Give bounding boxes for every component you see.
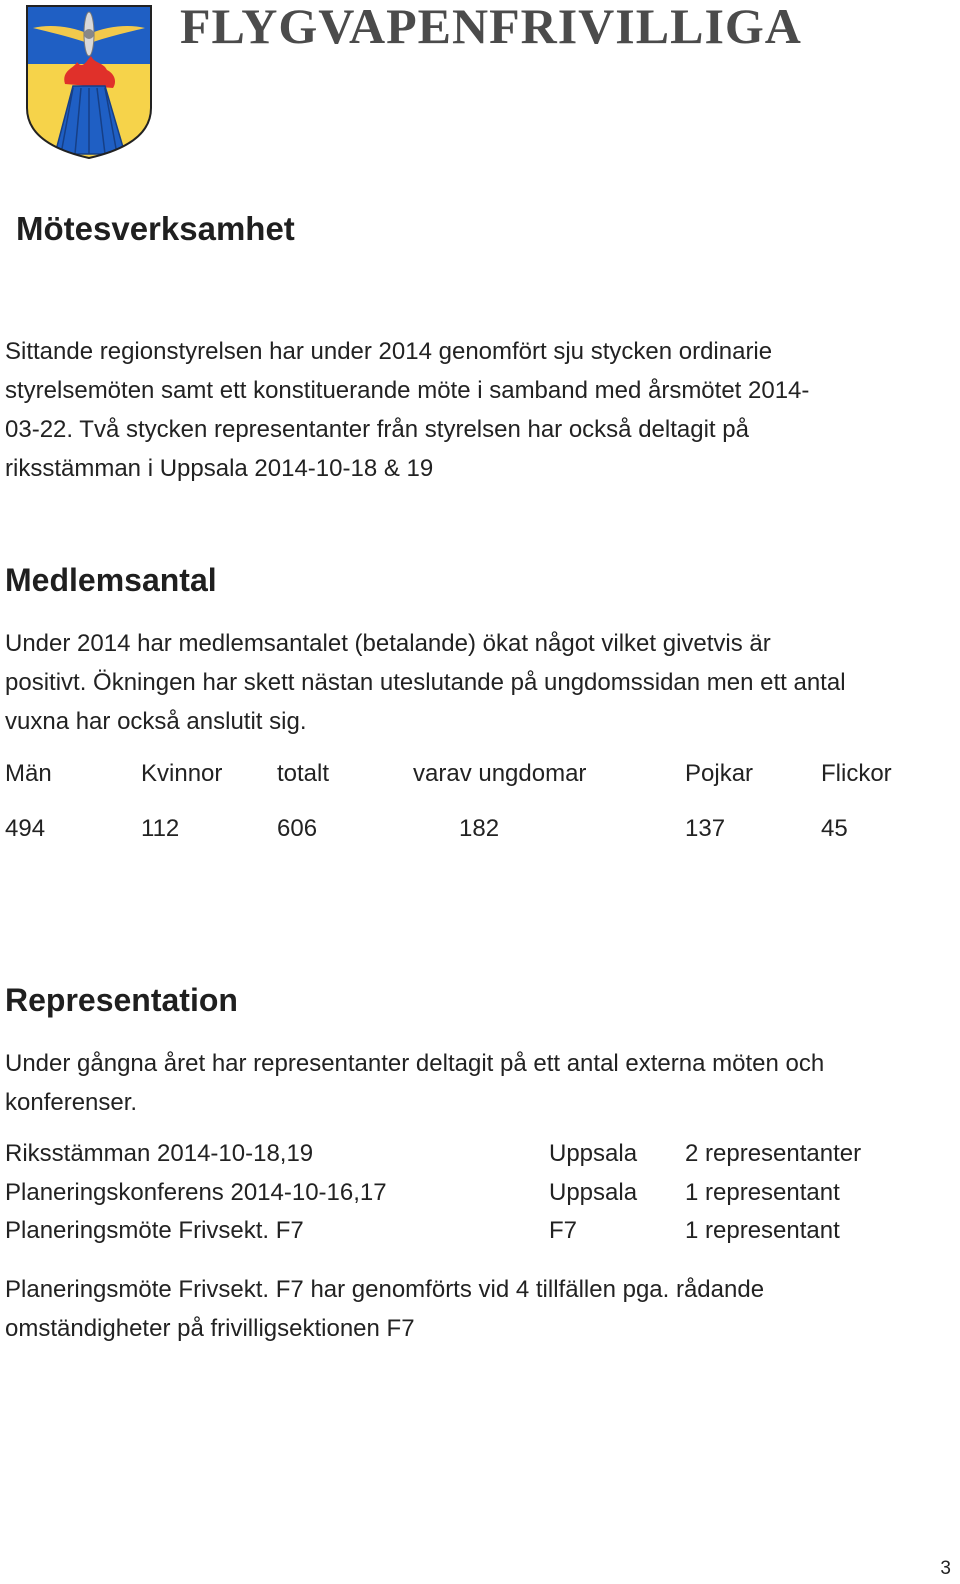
representation-paragraph bbox=[5, 1044, 955, 1122]
table-header-cell: Flickor bbox=[821, 760, 892, 787]
event-representatives: 1 representant bbox=[685, 1217, 840, 1244]
paragraph-line: riksstämman i Uppsala 2014-10-18 & 19 bbox=[5, 455, 434, 482]
paragraph-line: Under gångna året har representanter deltagit på ett antal externa möten och bbox=[5, 1050, 825, 1077]
table-cell: 494 bbox=[5, 815, 46, 842]
table-header-cell: totalt bbox=[277, 760, 330, 787]
heading-representation: Representation bbox=[5, 982, 238, 1018]
paragraph-line: positivt. Ökningen har skett nästan uteslutande på ungdomssidan men ett antal bbox=[5, 669, 846, 696]
table-header-cell: Kvinnor bbox=[141, 760, 223, 787]
event-representatives: 2 representanter bbox=[685, 1140, 862, 1167]
meetings-paragraph bbox=[5, 332, 955, 488]
heading-meetings: Mötesverksamhet bbox=[16, 210, 295, 247]
paragraph-line: styrelsemöten samt ett konstituerande möte i samband med årsmötet 2014- bbox=[5, 377, 810, 404]
organization-name: FLYGVAPENFRIVILLIGA bbox=[180, 0, 802, 54]
paragraph-line: konferenser. bbox=[5, 1089, 138, 1116]
table-header-cell: varav ungdomar bbox=[413, 760, 587, 787]
paragraph-line: omständigheter på frivilligsektionen F7 bbox=[5, 1315, 415, 1342]
table-cell: 112 bbox=[141, 815, 180, 842]
event-name: Planeringskonferens 2014-10-16,17 bbox=[5, 1179, 387, 1206]
event-name: Planeringsmöte Frivsekt. F7 bbox=[5, 1217, 304, 1244]
paragraph-line: Under 2014 har medlemsantalet (betalande) ökat något vilket givetvis är bbox=[5, 630, 771, 657]
event-row bbox=[5, 1140, 955, 1172]
table-cell: 182 bbox=[459, 815, 500, 842]
event-place: F7 bbox=[549, 1217, 578, 1244]
coat-of-arms-logo bbox=[25, 4, 153, 160]
paragraph-line: Planeringsmöte Frivsekt. F7 har genomförts vid 4 tillfällen pga. rådande bbox=[5, 1276, 765, 1303]
members-table-header bbox=[5, 760, 955, 792]
event-place: Uppsala bbox=[549, 1140, 638, 1167]
table-cell: 45 bbox=[821, 815, 848, 842]
table-cell: 137 bbox=[685, 815, 726, 842]
page-number: 3 bbox=[940, 1558, 951, 1579]
representation-note bbox=[5, 1270, 955, 1348]
event-row bbox=[5, 1179, 955, 1211]
table-cell: 606 bbox=[277, 815, 318, 842]
event-name: Riksstämman 2014-10-18,19 bbox=[5, 1140, 314, 1167]
table-header-cell: Pojkar bbox=[685, 760, 754, 787]
event-place: Uppsala bbox=[549, 1179, 638, 1206]
paragraph-line: vuxna har också anslutit sig. bbox=[5, 708, 307, 735]
table-header-cell: Män bbox=[5, 760, 52, 787]
members-table-values bbox=[5, 815, 955, 847]
event-representatives: 1 representant bbox=[685, 1179, 840, 1206]
members-paragraph bbox=[5, 624, 955, 741]
event-row bbox=[5, 1217, 955, 1249]
paragraph-line: Sittande regionstyrelsen har under 2014 genomfört sju stycken ordinarie bbox=[5, 338, 773, 365]
heading-members: Medlemsantal bbox=[5, 562, 217, 598]
paragraph-line: 03-22. Två stycken representanter från styrelsen har också deltagit på bbox=[5, 416, 749, 443]
